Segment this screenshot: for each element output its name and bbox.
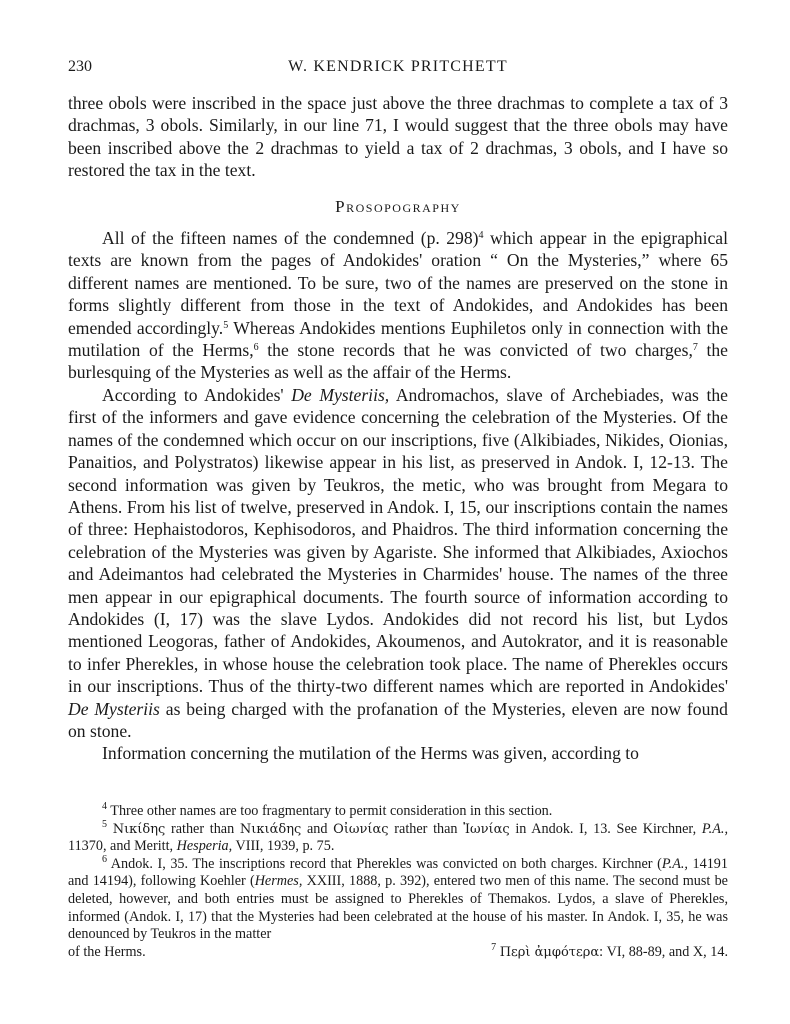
footnote-6: $^6$ Andok. I, 35. The inscriptions record that Pherekles was convicted on both charges. Kirchner (P.A., 14191 and 14194), following Koehler (Hermes, XXIII, 1888, p. 392), entered two men of this name. The second must be deleted, however, and both entries must be assigned to Pherekles of Themakos. Lydos, a slave of Pherekles, informed (Andok. I, 17) that the Mysteries had been celebrated at the house of his master. In Andok. I, 35, he was denounced by Teukros in the matter [68,853,728,943]
paragraph-continued: three obols were inscribed in the space just above the three drachmas to complete a tax of 3 drachmas, 3 obols. Similarly, in our line 71, I would suggest that the three obols may have been inscribed above the 2 drachmas to yield a tax of 2 drachmas, 3 obols, and I have so restored the tax in the text. [68,93,728,181]
footnote-ref-7[interactable]: 7 [692,342,698,354]
work-title: De Mysteriis, [291,384,390,405]
footnote-7: $^7$ Περὶ ἀμφότερα: VI, 88-89, and X, 14. [491,941,728,960]
running-head: W. KENDRICK PRITCHETT [288,58,508,75]
footnote-ref-4[interactable]: 4 [478,230,484,242]
page-number: 230 [68,58,92,75]
footnote-ref-5[interactable]: 5 [223,319,229,331]
footnote-ref-6[interactable]: 6 [253,342,259,354]
footnote-6-end-and-7: of the Herms. $^7$ Περὶ ἀμφότερα: VI, 88-89, and X, 14. [68,941,728,960]
main-text [68,92,728,765]
paragraph-herms: Information concerning the mutilation of the Herms was given, according to [102,743,639,764]
page-header [68,58,728,80]
section-heading: Prosopography [335,196,461,216]
paragraph-informers: According to Andokides' De Mysteriis, Andromachos, slave of Archebiades, was the first of the informers and gave evidence concerning the celebration of the Mysteries. Of the names of the condemned which occur on our inscriptions, five (Alkibiades, Nikides, Oionias, Panaitios, and Polystratos) likewise appear in his list, as preserved in Andok. I, 12-13. The second information was given by Teukros, the metic, who was brought from Megara to Athens. From his list of twelve, preserved in Andok. I, 15, our inscriptions contain the names of three: Hephaistodoros, Kephisodoros, and Phaidros. The third information concerning the celebration of the Mysteries was given by Agariste. She informed that Alkibiades, Axiochos and Adeimantos had celebrated the Mysteries in Charmides' house. The names of the three men appear in our epigraphical documents. The fourth source of information according to Andokides (I, 17) was the slave Lydos. Andokides did not record his list, but Lydos mentioned Leogoras, father of Andokides, Akoumenos, and Autokrator, and it is reasonable to infer Pherekles, in whose house the celebration took place. The name of Pherekles occurs in our inscriptions. Thus of the thirty-two different names which are reported in Andokides' De Mysteriis as being charged with the profanation of the Mysteries, eleven are now found on stone. [68,384,728,741]
footnotes [68,803,728,961]
work-title: De Mysteriis [68,698,160,719]
footnote-5: $^5$ Νικίδης rather than Νικιάδης and Οἰωνίας rather than Ἰωνίας in Andok. I, 13. See Kirchner, P.A., 11370, and Meritt, Hesperia, VIII, 1939, p. 75. [68,818,728,855]
footnote-4: $^4$ Three other names are too fragmentary to permit consideration in this section. [102,801,553,819]
paragraph-names-of-condemned: All of the fifteen names of the condemned (p. 298)$^4$ which appear in the epigraphical texts are known from the pages of Andokides' oration “ On the Mysteries,” where 65 different names are mentioned. To be sure, two of the names are preserved on the stone in forms slightly different from those in the text of Andokides, and Andokides has been emended accordingly.$^5$ Whereas Andokides mentions Euphiletos only in connection with the mutilation of the Herms,$^6$ the stone records that he was convicted of two charges,$^7$ the burlesquing of the Mysteries as well as the affair of the Herms. [68,228,729,383]
